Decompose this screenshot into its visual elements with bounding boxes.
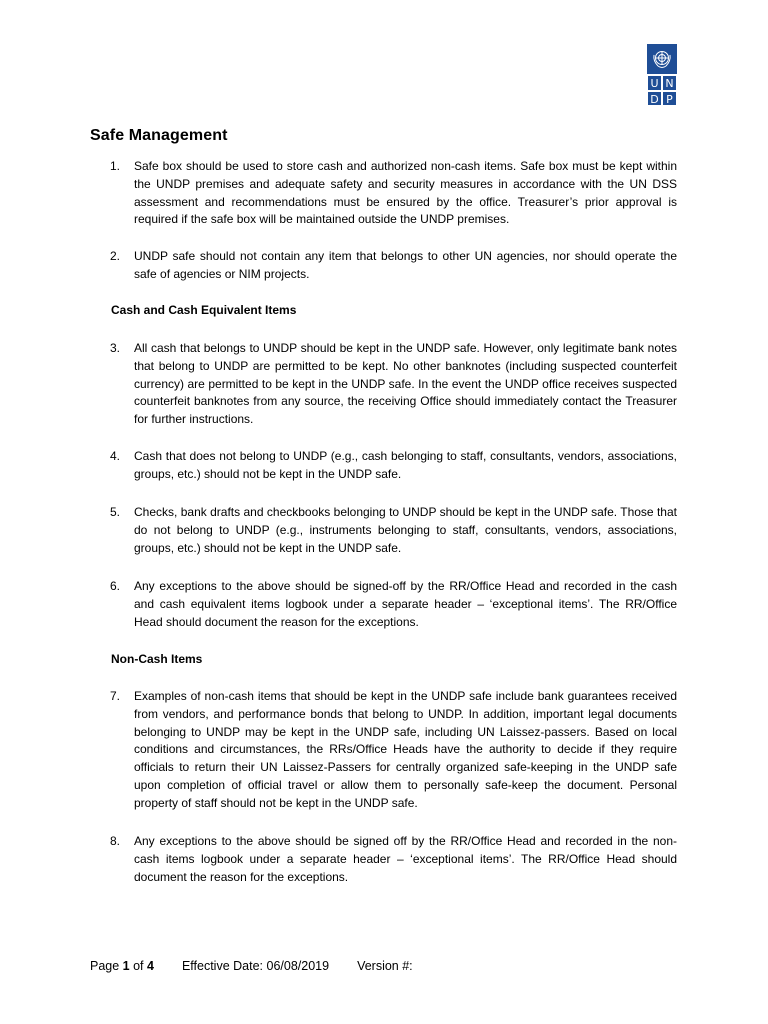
list-item — [110, 340, 677, 429]
section-heading-cash: Cash and Cash Equivalent Items — [111, 303, 297, 317]
list-item-number: 7. — [110, 689, 121, 703]
section-heading-noncash: Non-Cash Items — [111, 652, 203, 666]
list-item-number: 1. — [110, 159, 121, 173]
version-label: Version #: — [357, 959, 413, 973]
list-item-number: 5. — [110, 505, 121, 519]
page-current: 1 — [122, 959, 130, 973]
page-of-label: of — [129, 959, 147, 973]
list-item-number: 2. — [110, 249, 121, 263]
list-item-number: 8. — [110, 834, 121, 848]
list-item-text: Any exceptions to the above should be signed-off by the RR/Office Head and recorded in the cash and cash equivalent items logbook under a separate header – ‘exceptional items’. The RR/Office Head should document the reason for the exceptions. — [134, 579, 677, 629]
list-item-text: Safe box should be used to store cash and authorized non-cash items. Safe box must be kept within the UNDP premises and adequate safety and security measures in accordance with the UN DSS assessment and recommendations must be ensured by the office. Treasurer’s prior approval is required if the safe box will be maintained outside the UNDP premises. — [134, 159, 677, 227]
logo-letter-n: N — [662, 75, 677, 91]
list-item — [110, 248, 677, 284]
list-item-text: Cash that does not belong to UNDP (e.g., cash belonging to staff, consultants, vendors, associations, groups, etc.) should not be kept in the UNDP safe. — [134, 449, 677, 481]
list-item — [110, 833, 677, 886]
list-item — [110, 578, 677, 631]
list-item-number: 6. — [110, 579, 121, 593]
list-item-number: 4. — [110, 449, 121, 463]
page-title: Safe Management — [90, 127, 228, 144]
list-item — [110, 688, 677, 812]
logo-letter-d: D — [647, 91, 662, 107]
list-item — [110, 448, 677, 484]
undp-logo — [647, 44, 677, 106]
page-footer — [90, 959, 441, 973]
page-label: Page — [90, 959, 123, 973]
list-item-number: 3. — [110, 341, 121, 355]
list-item-text: UNDP safe should not contain any item that belongs to other UN agencies, nor should operate the safe of agencies or NIM projects. — [134, 249, 677, 281]
list-item-text: Checks, bank drafts and checkbooks belonging to UNDP should be kept in the UNDP safe. Those that do not belong to UNDP (e.g., instruments belonging to staff, consultants, vendors, associations, groups, etc.) should not be kept in the UNDP safe. — [134, 505, 677, 555]
un-emblem-icon — [647, 44, 677, 74]
effective-date: Effective Date: 06/08/2019 — [181, 959, 330, 973]
page-number — [90, 959, 154, 973]
list-item-text: Any exceptions to the above should be signed off by the RR/Office Head and recorded in the non-cash items logbook under a separate header – ‘exceptional items’. The RR/Office Head should document the reason for the exceptions. — [134, 834, 677, 884]
list-item — [110, 158, 677, 229]
list-item-text: Examples of non-cash items that should be kept in the UNDP safe include bank guarantees received from vendors, and performance bonds that belong to UNDP. In addition, important legal documents belonging to UNDP may be kept in the UNDP safe, including UN Laissez-passers. Based on local conditions and circumstances, the RRs/Office Heads have the authority to decide if they require officials to return their UN Laissez-Passers for centrally organized safe-keeping in the UNDP safe upon completion of official travel or allow them to personally safe-keep the document. Personal property of staff should not be kept in the UNDP safe. — [134, 689, 677, 810]
list-item — [110, 504, 677, 557]
list-item-text: All cash that belongs to UNDP should be kept in the UNDP safe. However, only legitimate bank notes that belong to UNDP are permitted to be kept. No other banknotes (including suspected counterfeit currency) are permitted to be kept in the UNDP safe. In the event the UNDP office receives suspected counterfeit banknotes from any source, the receiving Office should immediately contact the Treasurer for further instructions. — [134, 341, 677, 426]
page-total: 4 — [147, 959, 154, 973]
logo-letter-p: P — [662, 91, 677, 107]
logo-letter-u: U — [647, 75, 662, 91]
